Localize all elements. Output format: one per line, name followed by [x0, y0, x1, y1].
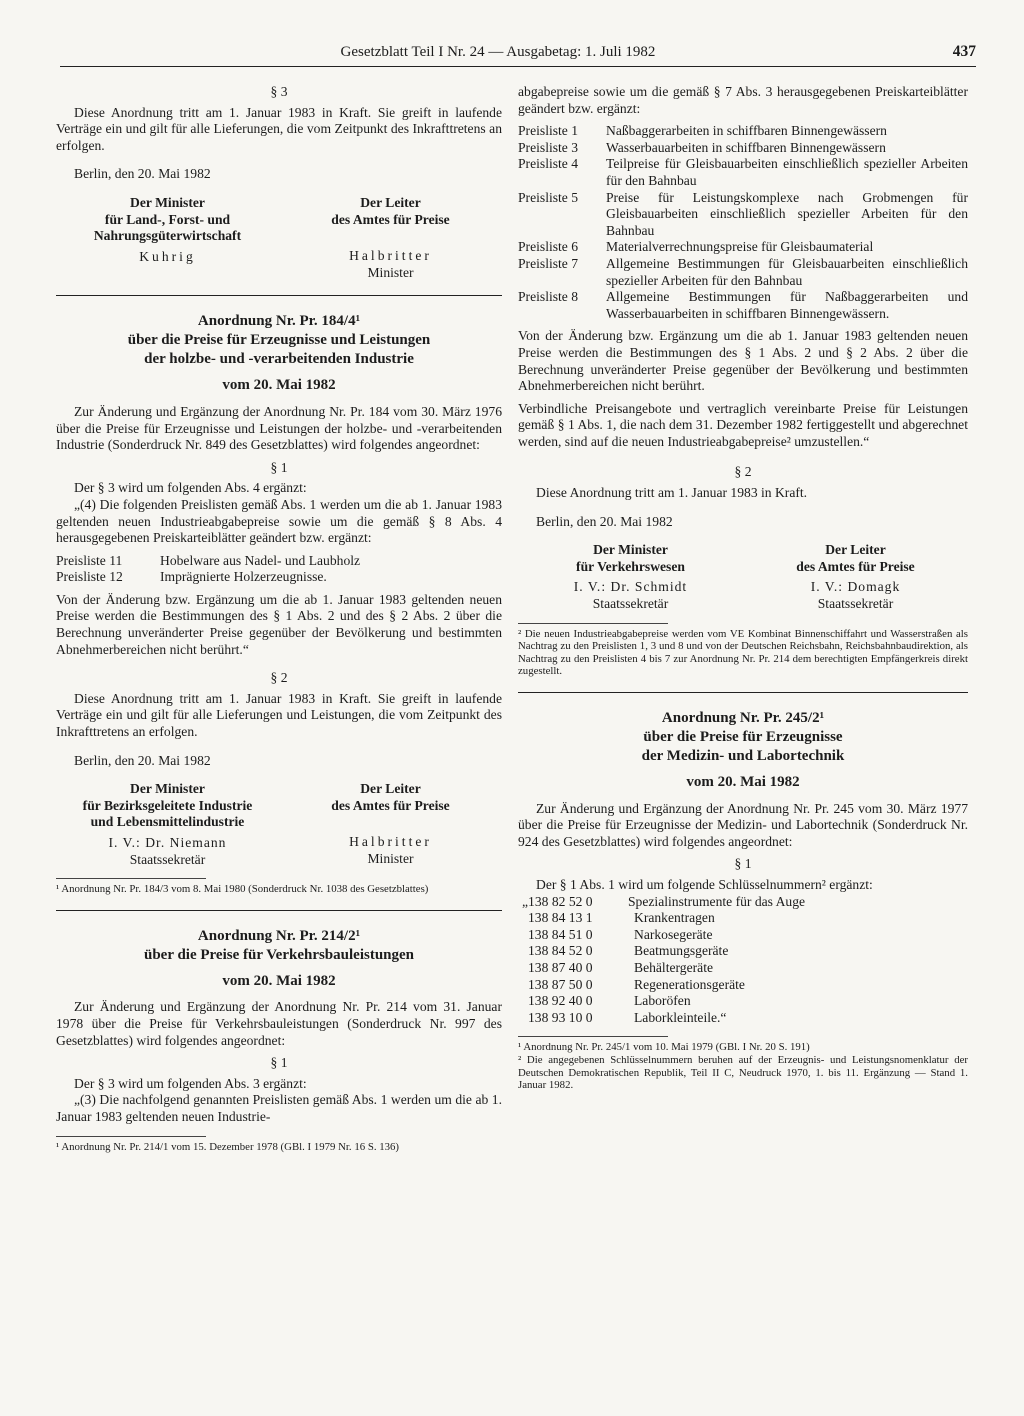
code-number: 138 84 51 0	[528, 926, 593, 942]
list-item	[518, 256, 968, 289]
section-1-heading: § 1	[270, 1055, 288, 1071]
ordinance-title: Anordnung Nr. Pr. 184/4¹	[197, 313, 361, 330]
ordinance-date: vom 20. Mai 1982	[222, 972, 336, 989]
section-1-text: Der § 1 Abs. 1 wird um folgende Schlüsselnummern² ergänzt:	[536, 876, 873, 892]
list-value: Allgemeine Bestimmungen für Naßbaggerarbeiten und Wasserbauarbeiten in schiffbaren Binnengewässern.	[606, 289, 968, 321]
signature-block	[56, 781, 502, 868]
signature-right	[748, 542, 964, 612]
ordinance-date: vom 20. Mai 1982	[686, 774, 800, 790]
ordinance-heading	[56, 312, 502, 369]
section-3-heading: § 3	[270, 84, 288, 99]
signature-title: Der Leiter	[825, 542, 886, 558]
signature-role: Minister	[367, 851, 414, 866]
signature-title: Nahrungsgüterwirtschaft	[93, 228, 242, 244]
code-row	[518, 927, 968, 944]
code-label: Regenerationsgeräte	[634, 976, 745, 992]
list-value: Preise für Leistungskomplexe nach Grobmengen für Gleisbauarbeiten einschließlich spezieller Arbeiten für den Bahnbau	[606, 189, 968, 238]
section-1-quote: „(3) Die nachfolgend genannten Preislisten gemäß Abs. 1 werden um die ab 1. Januar 1983 geltenden neuen Industrie-	[56, 1092, 502, 1124]
list-item	[518, 190, 968, 240]
signature-right	[283, 781, 497, 868]
list-key: Preisliste 11	[56, 552, 123, 568]
signature-title: für Land-, Forst- und	[104, 211, 231, 227]
list-value: Imprägnierte Holzerzeugnisse.	[160, 569, 327, 585]
code-row	[518, 910, 968, 927]
list-value: Allgemeine Bestimmungen für Gleisbauarbeiten einschließlich spezieller Arbeiten für den Bahnbau	[606, 255, 968, 288]
code-number: 138 84 52 0	[528, 943, 593, 959]
list-key: Preisliste 8	[518, 289, 579, 305]
footnote-divider	[56, 878, 206, 879]
place-date: Berlin, den 20. Mai 1982	[536, 513, 673, 529]
footnote: ² Die angegebenen Schlüsselnummern beruhen auf der Erzeugnis- und Leistungsnomenklatur der Deutschen Demokratischen Republik, Teil II C, Neudruck 1970, 1. bis 11. Ergänzung — Stand 1. Januar 1982.	[518, 1053, 968, 1092]
code-row	[518, 943, 968, 960]
signature-title: Der Minister	[130, 194, 205, 210]
signature-title: des Amtes für Preise	[331, 211, 450, 227]
list-key: Preisliste 5	[518, 189, 579, 205]
signature-left	[60, 195, 274, 281]
section-1-text: Der § 3 wird um folgenden Abs. 4 ergänzt:	[74, 480, 307, 496]
code-row	[518, 977, 968, 994]
code-label: Narkosegeräte	[634, 926, 713, 942]
list-value: Naßbaggerarbeiten in schiffbaren Binnengewässern	[606, 123, 887, 139]
list-item	[518, 239, 968, 256]
code-number: 138 84 13 1	[528, 910, 593, 926]
ordinance-intro: Zur Änderung und Ergänzung der Anordnung Nr. Pr. 245 vom 30. März 1977 über die Preise für Erzeugnisse der Medizin- und Labortechnik (Sonderdruck Nr. 924 des Gesetzblattes) wird folgendes angeordnet:	[518, 800, 968, 849]
list-value: Wasserbauarbeiten in schiffbaren Binnengewässern	[606, 139, 886, 155]
continuation-text: abgabepreise sowie um die gemäß § 7 Abs. 3 herausgegebenen Preiskarteiblätter geändert bzw. ergänzt:	[518, 84, 968, 116]
list-key: Preisliste 7	[518, 255, 579, 271]
signature-right	[283, 195, 497, 281]
list-item	[518, 156, 968, 189]
ordinance-title: Anordnung Nr. Pr. 214/2¹	[197, 927, 361, 944]
signature-left	[523, 542, 739, 612]
list-item	[56, 569, 502, 586]
code-label: Laborkleinteile.“	[634, 1009, 727, 1025]
code-label: Krankentragen	[634, 910, 715, 926]
code-row	[518, 993, 968, 1010]
ordinance-subtitle: über die Preise für Erzeugnisse	[643, 729, 843, 745]
list-item	[518, 140, 968, 157]
code-label: Spezialinstrumente für das Auge	[628, 893, 806, 909]
signature-title: für Verkehrswesen	[576, 558, 685, 574]
list-followup: Von der Änderung bzw. Ergänzung um die ab 1. Januar 1983 geltenden neuen Preise werden die Bestimmungen des § 1 Abs. 2 und des § 2 Abs. 2 über die Berechnung unveränderter Preise gegenüber der Bevölkerung und bestimmten Abnehmerbereichen nicht berührt.“	[56, 591, 502, 657]
ordinance-subtitle: der holzbe- und -verarbeitenden Industrie	[144, 351, 414, 368]
signature-name: I. V.: Dr. Schmidt	[573, 579, 688, 595]
footnote: ¹ Anordnung Nr. Pr. 214/1 vom 15. Dezember 1978 (GBl. I 1979 Nr. 16 S. 136)	[56, 1140, 400, 1153]
signature-name: Halbritter	[349, 248, 432, 264]
ordinance-heading	[518, 709, 968, 766]
signature-role: Staatssekretär	[129, 851, 206, 867]
section-1-heading: § 1	[734, 856, 752, 872]
code-row	[518, 960, 968, 977]
list-key: Preisliste 12	[56, 569, 123, 585]
footnote-divider	[56, 1136, 206, 1137]
signature-left	[60, 781, 274, 868]
footnote-divider	[518, 1036, 668, 1037]
ordinance-title: Anordnung Nr. Pr. 245/2¹	[661, 710, 825, 726]
code-label: Laboröfen	[634, 993, 691, 1009]
signature-title: Der Minister	[593, 542, 668, 558]
section-1-text: Der § 3 wird um folgenden Abs. 3 ergänzt:	[74, 1075, 307, 1091]
footnote: ¹ Anordnung Nr. Pr. 245/1 vom 10. Mai 1979 (GBl. I Nr. 20 S. 191)	[518, 1041, 810, 1054]
right-column	[518, 84, 968, 1092]
list-key: Preisliste 6	[518, 239, 579, 255]
list-followup: Verbindliche Preisangebote und vertraglich vereinbarte Preise für Leistungen gemäß § 1 Abs. 1, die nach dem 31. Dezember 1982 fertiggestellt und abgerechnet werden, sind auf die neuen Industrieabgabepreise² umzustellen.“	[518, 400, 968, 449]
footnote: ² Die neuen Industrieabgabepreise werden vom VE Kombinat Binnenschiffahrt und Wasserstraßen als Nachtrag zu den Preislisten 1, 3 und 8 und von der Deutschen Reichsbahn, Reichsbahnbaudirektion, als Nachtrag zu den Preislisten 4 bis 7 zur Anordnung Nr. Pr. 214 dem berechtigten Empfängerkreis direkt zugestellt.	[518, 627, 968, 678]
section-2-heading: § 2	[270, 670, 288, 686]
list-key: Preisliste 1	[518, 123, 579, 139]
header-title: Gesetzblatt Teil I Nr. 24 — Ausgabetag: 1. Juli 1982	[340, 44, 656, 60]
footnote: ¹ Anordnung Nr. Pr. 184/3 vom 8. Mai 1980 (Sonderdruck Nr. 1038 des Gesetzblattes)	[56, 883, 429, 896]
signature-title: des Amtes für Preise	[331, 797, 450, 813]
signature-title: für Bezirksgeleitete Industrie	[82, 797, 253, 813]
list-item	[518, 123, 968, 140]
section-2-text: Diese Anordnung tritt am 1. Januar 1983 in Kraft. Sie greift in laufende Verträge ein und gilt für alle Lieferungen und Leistungen, die vom Zeitpunkt des Inkrafttretens an erfolgen.	[56, 690, 502, 740]
section-1-heading: § 1	[270, 459, 288, 475]
signature-block	[56, 195, 502, 281]
section-2-text: Diese Anordnung tritt am 1. Januar 1983 in Kraft.	[536, 485, 808, 501]
page-header	[60, 44, 976, 67]
code-number: 138 87 50 0	[528, 976, 593, 992]
list-followup: Von der Änderung bzw. Ergänzung um die ab 1. Januar 1983 geltenden neuen Preise werden die Bestimmungen des § 1 Abs. 2 und § 2 Abs. 2 über die Berechnung unveränderter Preise gegenüber der Bevölkerung und bestimmten Abnehmerbereichen nicht berührt.	[518, 328, 968, 394]
code-label: Beatmungsgeräte	[634, 943, 729, 959]
section-3-text: Diese Anordnung tritt am 1. Januar 1983 in Kraft. Sie greift in laufende Verträge ein und gilt für alle Lieferungen, die vom Zeitpunkt des Inkrafttretens an erfolgen.	[56, 104, 502, 153]
signature-title: Der Minister	[130, 781, 205, 797]
section-divider	[56, 910, 502, 911]
footnote-divider	[518, 623, 668, 624]
section-1-quote: „(4) Die folgenden Preislisten gemäß Abs. 1 werden um die ab 1. Januar 1983 geltenden neuen Industrieabgabepreise sowie um die gemäß § 8 Abs. 4 herausgegebenen Preiskarteiblätter geändert bzw. ergänzt:	[56, 496, 502, 546]
list-value: Teilpreise für Gleisbauarbeiten einschließlich spezieller Arbeiten für den Bahnbau	[606, 156, 968, 188]
list-key: Preisliste 4	[518, 156, 579, 172]
code-label: Behältergeräte	[634, 959, 714, 975]
signature-role: Minister	[367, 264, 414, 280]
signature-name: I. V.: Domagk	[810, 579, 901, 595]
ordinance-intro: Zur Änderung und Ergänzung der Anordnung Nr. Pr. 184 vom 30. März 1976 über die Preise für Erzeugnisse und Leistungen der holzbe- und -verarbeitenden Industrie (Sonderdruck Nr. 849 des Gesetzblattes) wird folgendes angeordnet:	[56, 403, 502, 453]
page-number: 437	[952, 43, 976, 60]
signature-block	[518, 542, 968, 612]
list-value: Materialverrechnungspreise für Gleisbaumaterial	[606, 239, 874, 255]
ordinance-date: vom 20. Mai 1982	[222, 377, 336, 394]
section-2-heading: § 2	[734, 464, 752, 480]
list-item	[518, 289, 968, 322]
code-row	[518, 894, 968, 911]
signature-title: Der Leiter	[360, 781, 421, 797]
ordinance-subtitle: über die Preise für Verkehrsbauleistungen	[143, 946, 415, 963]
section-divider	[518, 692, 968, 693]
signature-name: Kuhrig	[139, 248, 196, 264]
list-value: Hobelware aus Nadel- und Laubholz	[160, 552, 361, 568]
signature-role: Staatssekretär	[592, 596, 669, 612]
ordinance-intro: Zur Änderung und Ergänzung der Anordnung Nr. Pr. 214 vom 31. Januar 1978 über die Preise für Verkehrsbauleistungen (Sonderdruck Nr. 997 des Gesetzblattes) wird folgendes angeordnet:	[56, 999, 502, 1048]
signature-title: Der Leiter	[360, 194, 421, 210]
code-number: 138 93 10 0	[528, 1009, 593, 1025]
ordinance-subtitle: der Medizin- und Labortechnik	[641, 748, 845, 764]
code-number: 138 92 40 0	[528, 993, 593, 1009]
signature-name: I. V.: Dr. Niemann	[108, 835, 227, 850]
ordinance-subtitle: über die Preise für Erzeugnisse und Leistungen	[127, 332, 431, 349]
signature-title: des Amtes für Preise	[796, 558, 915, 574]
signature-name: Halbritter	[349, 834, 432, 850]
code-row	[518, 1010, 968, 1027]
signature-role: Staatssekretär	[817, 596, 894, 612]
list-key: Preisliste 3	[518, 139, 579, 155]
ordinance-heading	[56, 927, 502, 965]
left-column	[56, 84, 502, 1153]
section-divider	[56, 295, 502, 296]
place-date: Berlin, den 20. Mai 1982	[74, 752, 211, 768]
signature-title: und Lebensmittelindustrie	[90, 814, 245, 830]
code-number: 138 87 40 0	[528, 959, 593, 975]
code-number: „138 82 52 0	[522, 893, 593, 909]
list-item	[56, 553, 502, 570]
place-date: Berlin, den 20. Mai 1982	[74, 166, 211, 182]
